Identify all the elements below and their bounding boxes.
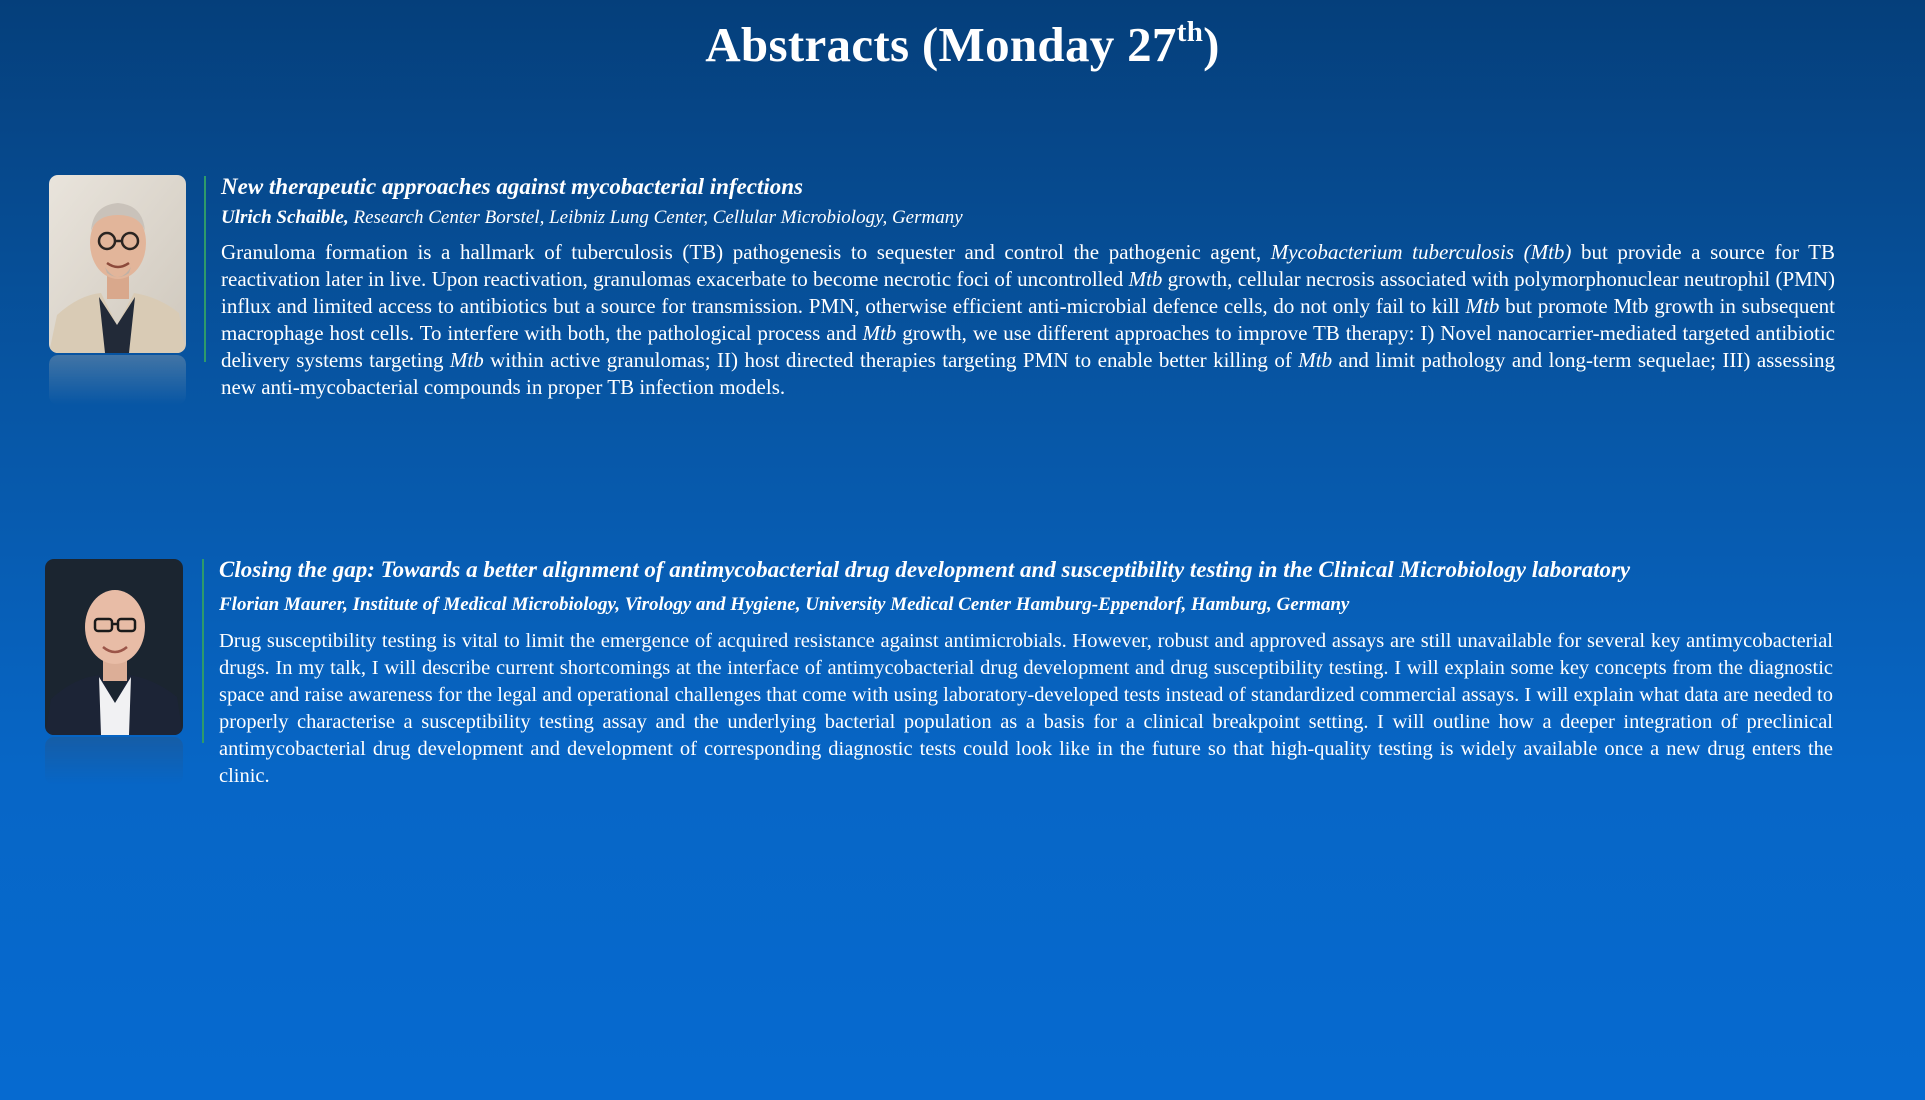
portrait-image <box>49 175 186 353</box>
abstract-author: Florian Maurer, Institute of Medical Microbiology, Virology and Hygiene, University Medical Center Hamburg-Eppendorf, Hamburg, Germany <box>219 594 1350 615</box>
author-name: Ulrich Schaible, <box>221 207 349 228</box>
abstract-title: Closing the gap: Towards a better alignment of antimycobacterial drug development and susceptibility testing in the Clinical Microbiology laboratory <box>219 557 1631 582</box>
page-title: Abstracts (Monday 27th) <box>705 16 1220 72</box>
portrait-image <box>45 559 183 735</box>
author-affiliation: Research Center Borstel, Leibniz Lung Center, Cellular Microbiology, Germany <box>353 207 963 228</box>
abstract-author <box>221 206 1835 230</box>
abstract-title: New therapeutic approaches against mycobacterial infections <box>221 174 803 199</box>
abstract-1 <box>221 172 1835 401</box>
abstract-2 <box>219 555 1833 790</box>
speaker-photo-maurer <box>45 559 183 735</box>
abstract-body: Drug susceptibility testing is vital to limit the emergence of acquired resistance against antimicrobials. However, robust and approved assays are still unavailable for several key antimycobacterial drugs. In my talk, I will describe current shortcomings at the interface of antimycobacterial drug development and drug susceptibility testing. I will explain some key concepts from the diagnostic space and raise awareness for the legal and operational challenges that come with using laboratory-developed tests instead of standardized commercial assays. I will explain what data are needed to properly characterise a susceptibility testing assay and the underlying bacterial population as a basis for a clinical breakpoint setting. I will outline how a deeper integration of preclinical antimycobacterial drug development and development of corresponding diagnostic tests could look like in the future so that high-quality testing is widely available once a new drug enters the clinic. <box>219 630 1833 787</box>
speaker-photo-schaible <box>49 175 186 353</box>
abstract-body: Granuloma formation is a hallmark of tuberculosis (TB) pathogenesis to sequester and control the pathogenic agent, Mycobacterium tuberculosis (Mtb) but provide a source for TB reactivation later in live. Upon reactivation, granulomas exacerbate to become necrotic foci of uncontrolled Mtb growth, cellular necrosis associated with polymorphonuclear neutrophil (PMN) influx and limited access to antibiotics but a source for transmission. PMN, otherwise efficient anti-microbial defence cells, do not only fail to kill Mtb but promote Mtb growth in subsequent macrophage host cells. To interfere with both, the pathological process and Mtb growth, we use different approaches to improve TB therapy: I) Novel nanocarrier-mediated targeted antibiotic delivery systems targeting Mtb within active granulomas; II) host directed therapies targeting PMN to enable better killing of Mtb and limit pathology and long-term sequelae; III) assessing new anti-mycobacterial compounds in proper TB infection models. <box>221 240 1835 399</box>
